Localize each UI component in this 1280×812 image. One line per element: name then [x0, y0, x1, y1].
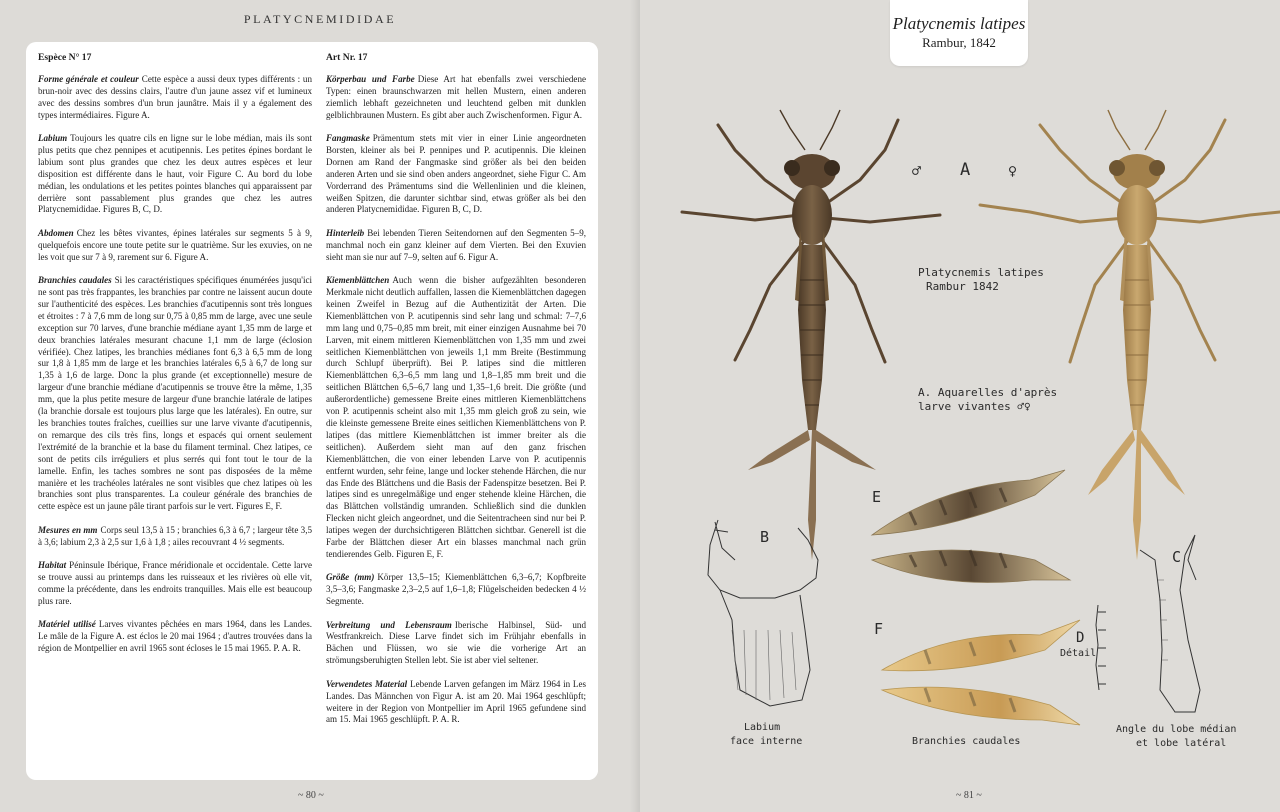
- label-figure-c: C: [1172, 548, 1182, 566]
- french-column: [38, 52, 312, 655]
- german-paragraphs: [326, 74, 586, 726]
- caption-angle-line-1: Angle du lobe médian: [1116, 724, 1237, 735]
- german-paragraph-text: Iberische Halbinsel, Süd- und Westfrankreich. Diese Larve findet sich im Frühjahr ebenfalls in Bächen und Flüssen, wo sie wie die vorherige Art an strömungsberuhigten Stellen lebt. Sie ist aber viel seltener.: [326, 619, 586, 666]
- german-paragraph: [326, 275, 586, 561]
- label-figure-e: E: [872, 488, 882, 506]
- german-paragraph-lead: Kiemenblättchen: [326, 275, 390, 286]
- label-figure-b: B: [760, 528, 770, 546]
- species-title-card: [890, 0, 1028, 66]
- label-figure-f: F: [874, 620, 884, 638]
- german-paragraph-lead: Verwendetes Material: [326, 678, 408, 689]
- french-heading: Espèce N° 17: [38, 52, 92, 63]
- german-paragraph: [326, 572, 586, 608]
- figure-f-gills: [882, 620, 1080, 725]
- french-paragraph-text: Chez les bêtes vivantes, épines latérales sur segments 5 à 9, quelquefois encore une toute petite sur le quatrième. Sur les exuvies, on ne les voit que sur 7 à 9, rarement sur 6. Figure A.: [38, 227, 312, 262]
- caption-a-line-2: larve vivantes ♂♀: [918, 400, 1031, 413]
- caption-branchies: Branchies caudales: [912, 736, 1021, 747]
- french-paragraph-lead: Branchies caudales: [38, 275, 112, 286]
- german-paragraph-text: Lebende Larven gefangen im März 1964 in Les Landes. Das Männchen von Figur A. ist am 20. Mai 1964 geschlüpft; weitere in der Region von Montpellier im April 1965 gefundene sind am 15. Mai 1965 geschlüpft. P. A. R.: [326, 678, 586, 725]
- page-number-right: ~ 81 ~: [956, 790, 982, 801]
- german-paragraph-text: Bei lebenden Tieren Seitendornen auf den Segmenten 5–9, manchmal noch ein ganz kleiner auf dem Vierten. Bei den Exuvien sieht man sie nur auf 7–9, selten auf 6. Figur A.: [326, 227, 586, 262]
- french-paragraphs: [38, 74, 312, 655]
- german-paragraph: [326, 620, 586, 668]
- german-heading: Art Nr. 17: [326, 52, 368, 63]
- french-paragraph-lead: Labium: [38, 133, 68, 144]
- species-author: Rambur, 1842: [922, 35, 996, 50]
- french-paragraph-lead: Matériel utilisé: [38, 619, 96, 630]
- french-paragraph: [38, 525, 312, 549]
- page-number-left: ~ 80 ~: [298, 790, 324, 801]
- figure-b-labium-drawing: [708, 520, 818, 706]
- french-paragraph-text: Corps seul 13,5 à 15 ; branchies 6,3 à 6,7 ; largeur tête 3,5 à 3,6; labium 2,3 à 2,5 sur 1,6 à 1,8 ; ailes recouvrant 4 ½ segments.: [38, 524, 312, 547]
- right-page-plate: [640, 0, 1280, 812]
- french-paragraph-lead: Forme générale et couleur: [38, 73, 139, 84]
- german-paragraph-text: Prämentum stets mit vier in einer Linie angeordneten Borsten, kleiner als bei P. pennipes und P. acutipennis. Die kleinen Dornen am Rand der Fangmaske sind größer als bei den beiden anderen Arten und sie sind oben anders angeordnet, siehe Figur C. Am Vorderrand des Prämentums sind die Wellenlinien und die kleinen, weißen Spitzen, die darunter sichtbar sind, etwas größer als bei den anderen Platycnemididae. Figuren B, C, D.: [326, 133, 586, 215]
- caption-labium-line-1: Labium: [744, 722, 781, 733]
- german-paragraph-lead: Verbreitung und Lebensraum: [326, 619, 452, 630]
- figure-c-lobe-drawing: [1140, 535, 1200, 712]
- german-paragraph-text: Auch wenn die bisher aufgezählten besonderen Merkmale nicht deutlich auffallen, lassen die Kiemenblättchen dagegen keinen Zweifel in Bezug auf die Authentizität der Arten. Die Kiemenblättchen von P. acutipennis sind sehr lang und schmal: 7–7,6 mm lang und 0,75–0,85 mm breit, mit einer einzigen Ausnahme bei 70 Larven, mit einem mittleren Kiemenblättchen von 1,35 mm und zwei seitlichen Kiemenblättchen von jeweils 1,1 mm Breite (Bestimmung durch Schlupf überprüft). Bei P. latipes sind die mittleren Kiemenblättchen 6,3–6,5 mm lang und 1,8–1,85 mm breit und die seitlichen Blättchen 6,5–6,7 lang und 1,35–1,6 breit. Die größte (und außerordentliche) gemessene Breite eines mittleren Kiemenblättchens von P. acutipennis scheint also mit 1,35 mm gleich groß zu sein, wie die kleinste gemessene Breite eines seitlichen Kiemenblättchens von P. latipes (das mittlere Kiemenblättchen ist immer breiter als die seitlichen). Außerdem sieht man auf den ganz frischen Kiemenblättchen, die von einer lebenden Larve von P. acutipennis entfernt wurden, sehr feine, lange und locker stehende Härchen, die nur das Ende des Blättchens und die Basis der Fadenspitze besetzen. Bei P. latipes sind es unregelmäßige und enger stehende kleine Härchen, die das Blättchen vollständig umranden. Schließlich sind die dunklen Flecken nicht gleich angeordnet, und die Seitentracheen sind nur bei P. latipes wegen der durchsichtigeren Blättchen sichtbar. Generell ist die Farbe der Blättchen dieser Art ein blasses manchmal nach grün tendierendes Gelb. Figuren E, F.: [326, 275, 586, 559]
- label-male-symbol: ♂: [912, 162, 922, 180]
- caption-a-line-1: A. Aquarelles d'après: [918, 386, 1058, 399]
- german-paragraph-lead: Hinterleib: [326, 227, 365, 238]
- french-paragraph-text: Péninsule Ibérique, France méridionale et occidentale. Cette larve se trouve aussi au printemps dans les ruisseaux et les rivières où elle vit, comme la précédente, dans les endroits tranquilles. Mais elle est beaucoup plus rare.: [38, 560, 312, 606]
- french-paragraph-text: Toujours les quatre cils en ligne sur le lobe médian, mais ils sont plus petits que chez pennipes et acutipennis. Les petites épines bordant le labium sont plus grandes que chez les deux autres espèces et leur disposition est différente dans le haut, voir Figure C. Au bord du lobe médian, les ondulations et les petites pointes blanches qui apparaissent par derrière sont passablement plus grandes que chez les autres Platycnemididae. Figures B, C, D.: [38, 133, 312, 215]
- german-paragraph-text: Diese Art hat ebenfalls zwei verschiedene Typen: einen braunschwarzen mit hellen Mustern, einen anderen ziemlich lebhaft gezeichneten und leuchtend gelben mit dunklen gelblichbraunen Mustern. Es gibt aber auch Zwischenformen. Figur A.: [326, 73, 586, 120]
- figure-d-detail-drawing: [1096, 605, 1106, 690]
- french-paragraph: [38, 133, 312, 216]
- french-paragraph-text: Cette espèce a aussi deux types différents : un brun-noir avec des dessins clairs, l'autre d'un jaune assez vif et lumineux avec des dessins sombres d'un brun jaunâtre. Mais il y a également des types intermédiaires. Figure A.: [38, 73, 312, 120]
- french-paragraph-lead: Habitat: [38, 560, 67, 571]
- german-paragraph-lead: Fangmaske: [326, 133, 370, 144]
- german-paragraph-text: Körper 13,5–15; Kiemenblättchen 6,3–6,7; Kopfbreite 3,5–3,6; Fangmaske 2,3–2,5 auf 1,6–1,8; Flügelscheiden bedecken 4 ½ Segmente.: [326, 572, 586, 607]
- running-head: PLATYCNEMIDIDAE: [243, 12, 397, 26]
- french-paragraph: [38, 228, 312, 264]
- german-paragraph: [326, 133, 586, 216]
- caption-angle-line-2: et lobe latéral: [1136, 738, 1227, 749]
- german-paragraph-lead: Größe (mm): [326, 572, 375, 583]
- figure-e-gills: [872, 470, 1070, 583]
- label-female-symbol: ♀: [1008, 162, 1018, 180]
- label-figure-d: D: [1076, 630, 1085, 646]
- german-text-panel: [314, 42, 598, 780]
- french-paragraph-text: Si les caractéristiques spécifiques énumérées jusqu'ici ne sont pas très frappantes, les branchies par contre ne laissent aucun doute sur l'authenticité des espèces. Les branchies d'acutipennis sont très longues et étroites : 7 à 7,6 mm de long sur 0,75 à 0,85 mm de large, avec une seule exception sur 70 larves, d'une branchie médiane ayant 1,35 mm de large et deux branchies latérales mesurant chacune 1,1 mm de large (éclosion vérifiée). Chez latipes, les branchies médianes font 6,3 à 6,5 mm de long sur 1,8 à 1,85 mm de large et les branchies latérales 6,5 à 6,7 de long sur 1,35 à 1,6 de large. Donc la plus grande (et exceptionnelle) mesure de largeur d'une branchie médiane d'acutipennis se trouve être la même, 1,35 mm, que la plus petite mesure de largeur d'une branchie latérale de latipes (la branchie dorsale est toujours plus large que les latérales). En outre, sur les branchies toutes fraîches, cueillies sur une larve vivante d'acutipennis, on remarque des cils très fins, longs et espacés qui ornent seulement l'extrémité de la branchie et la base du filament terminal. Chez latipes, ce sont de petits cils irréguliers et plus serrés qui font tout le tour de la lamelle. Enfin, les taches sombres ne sont pas disposées de la même manière et les trachéoles latérales ne sont visibles que chez latipes où les branchies sont plus transparentes. La couleur générale des branchies de cette espèce est un jaune pâle tirant parfois sur le vert. Figures E, F.: [38, 275, 312, 512]
- french-paragraph-lead: Abdomen: [38, 227, 74, 238]
- dark-larva-male: [682, 110, 940, 560]
- german-paragraph: [326, 679, 586, 727]
- species-name: Platycnemis latipes: [892, 14, 1026, 33]
- french-paragraph: [38, 74, 312, 122]
- french-paragraph-text: Larves vivantes pêchées en mars 1964, dans les Landes. Le mâle de la Figure A. est éclos le 20 mai 1964 ; d'autres trouvées dans la région de Montpellier en avril 1965 sont écloses le 15 mai 1965. P. A. R.: [38, 619, 312, 653]
- label-detail: Détail: [1060, 648, 1097, 659]
- german-paragraph: [326, 74, 586, 122]
- caption-labium-line-2: face interne: [730, 736, 803, 747]
- french-paragraph: [38, 275, 312, 513]
- french-paragraph: [38, 560, 312, 608]
- hand-title-line-2: Rambur 1842: [926, 280, 999, 293]
- french-paragraph: [38, 619, 312, 655]
- french-paragraph-lead: Mesures en mm: [38, 524, 98, 535]
- label-figure-a: A: [960, 160, 971, 180]
- german-paragraph-lead: Körperbau und Farbe: [326, 73, 415, 84]
- hand-title-line-1: Platycnemis latipes: [918, 266, 1044, 279]
- german-paragraph: [326, 228, 586, 264]
